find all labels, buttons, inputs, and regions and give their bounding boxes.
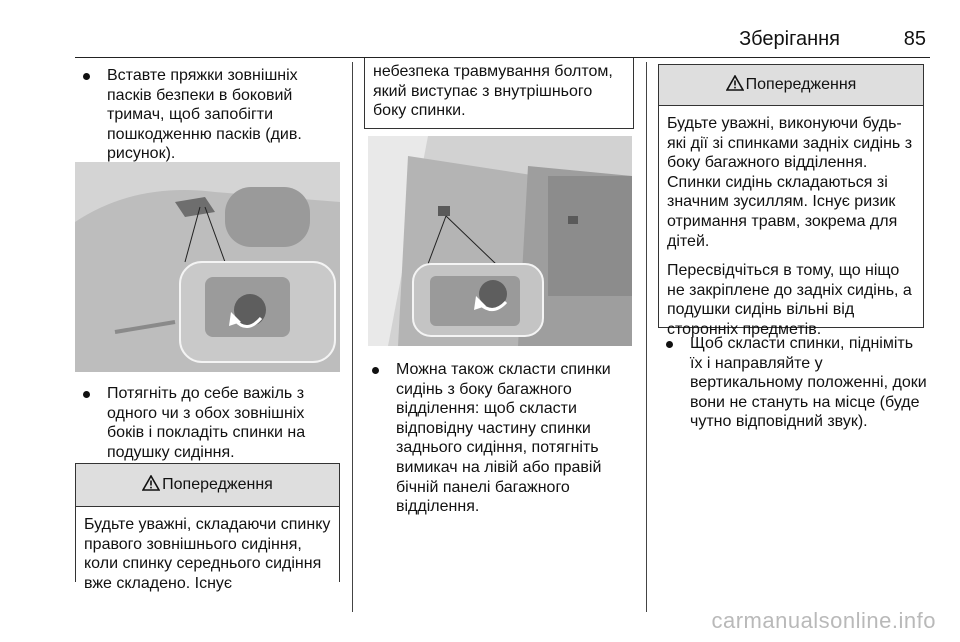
warning-triangle-icon	[726, 67, 744, 107]
column-3-lower	[658, 334, 928, 432]
warning-triangle-icon	[142, 466, 160, 508]
bullet-dot	[83, 73, 90, 80]
seat-belt-buckle-illustration	[75, 162, 340, 372]
list-item	[364, 360, 639, 517]
warning-body: небезпека травмування болтом, який виступає з внутрішнього боку спинки.	[373, 63, 613, 120]
warning-box-1	[75, 463, 340, 592]
warning-paragraph-2: Пересвідчіться в тому, що ніщо не закріплене до задніх сидінь, а подушки сидінь вільні від сторонніх предметів.	[667, 262, 912, 338]
bullet-text: Потягніть до себе важіль з одного чи з обох зовнішніх боків і покладіть спинки на подушку сидіння.	[107, 385, 306, 461]
list-item	[75, 384, 340, 462]
column-1	[75, 66, 340, 164]
warning-title: Попередження	[162, 476, 273, 493]
page-number: 85	[903, 28, 926, 50]
figure-belt-buckle	[75, 162, 340, 372]
column-divider-1	[352, 62, 353, 612]
bullet-dot	[666, 341, 673, 348]
warning-box-continued	[364, 58, 634, 129]
warning-paragraph-1: Будьте уважні, виконуючи будь-які дії зі спинками задніх сидінь з боку багажного відділення. Спинки сидінь складаються зі значним зусиллям. Існує ризик отримання травм, зокрема для дітей.	[667, 115, 913, 250]
column-2-lower	[364, 360, 639, 517]
warning-body	[659, 106, 923, 358]
section-title: Зберігання	[739, 28, 840, 50]
warning-header	[76, 464, 339, 507]
column-divider-2	[646, 62, 647, 612]
warning-header	[659, 65, 923, 106]
warning-body: Будьте уважні, складаючи спинку правого зовнішнього сидіння, коли спинку середнього сидіння вже складено. Існує	[84, 516, 331, 592]
figure-trunk-lever	[368, 136, 632, 346]
list-item	[658, 334, 928, 432]
bullet-text: Можна також скласти спинки сидінь з боку багажного відділення: щоб скласти відповідну частину спинки заднього сидіння, потягніть вимикач на лівій або правій бічній панелі багажного відділення.	[396, 361, 611, 516]
trunk-release-lever-illustration	[368, 136, 632, 346]
list-item	[75, 66, 340, 164]
warning-box-2	[658, 64, 924, 338]
bullet-dot	[83, 391, 90, 398]
watermark: carmanualsonline.info	[711, 608, 936, 633]
bullet-text: Вставте пряжки зовнішніх пасків безпеки в боковий тримач, щоб запобігти пошкодженню пасків (див. рисунок).	[107, 67, 302, 163]
page-header	[600, 28, 930, 54]
column-1-lower	[75, 384, 340, 462]
warning-title: Попередження	[745, 76, 857, 93]
bullet-dot	[372, 367, 379, 374]
bullet-text: Щоб скласти спинки, підніміть їх і направляйте у вертикальному положенні, доки вони не стануть на місце (буде чутно відповідний звук).	[690, 335, 927, 431]
